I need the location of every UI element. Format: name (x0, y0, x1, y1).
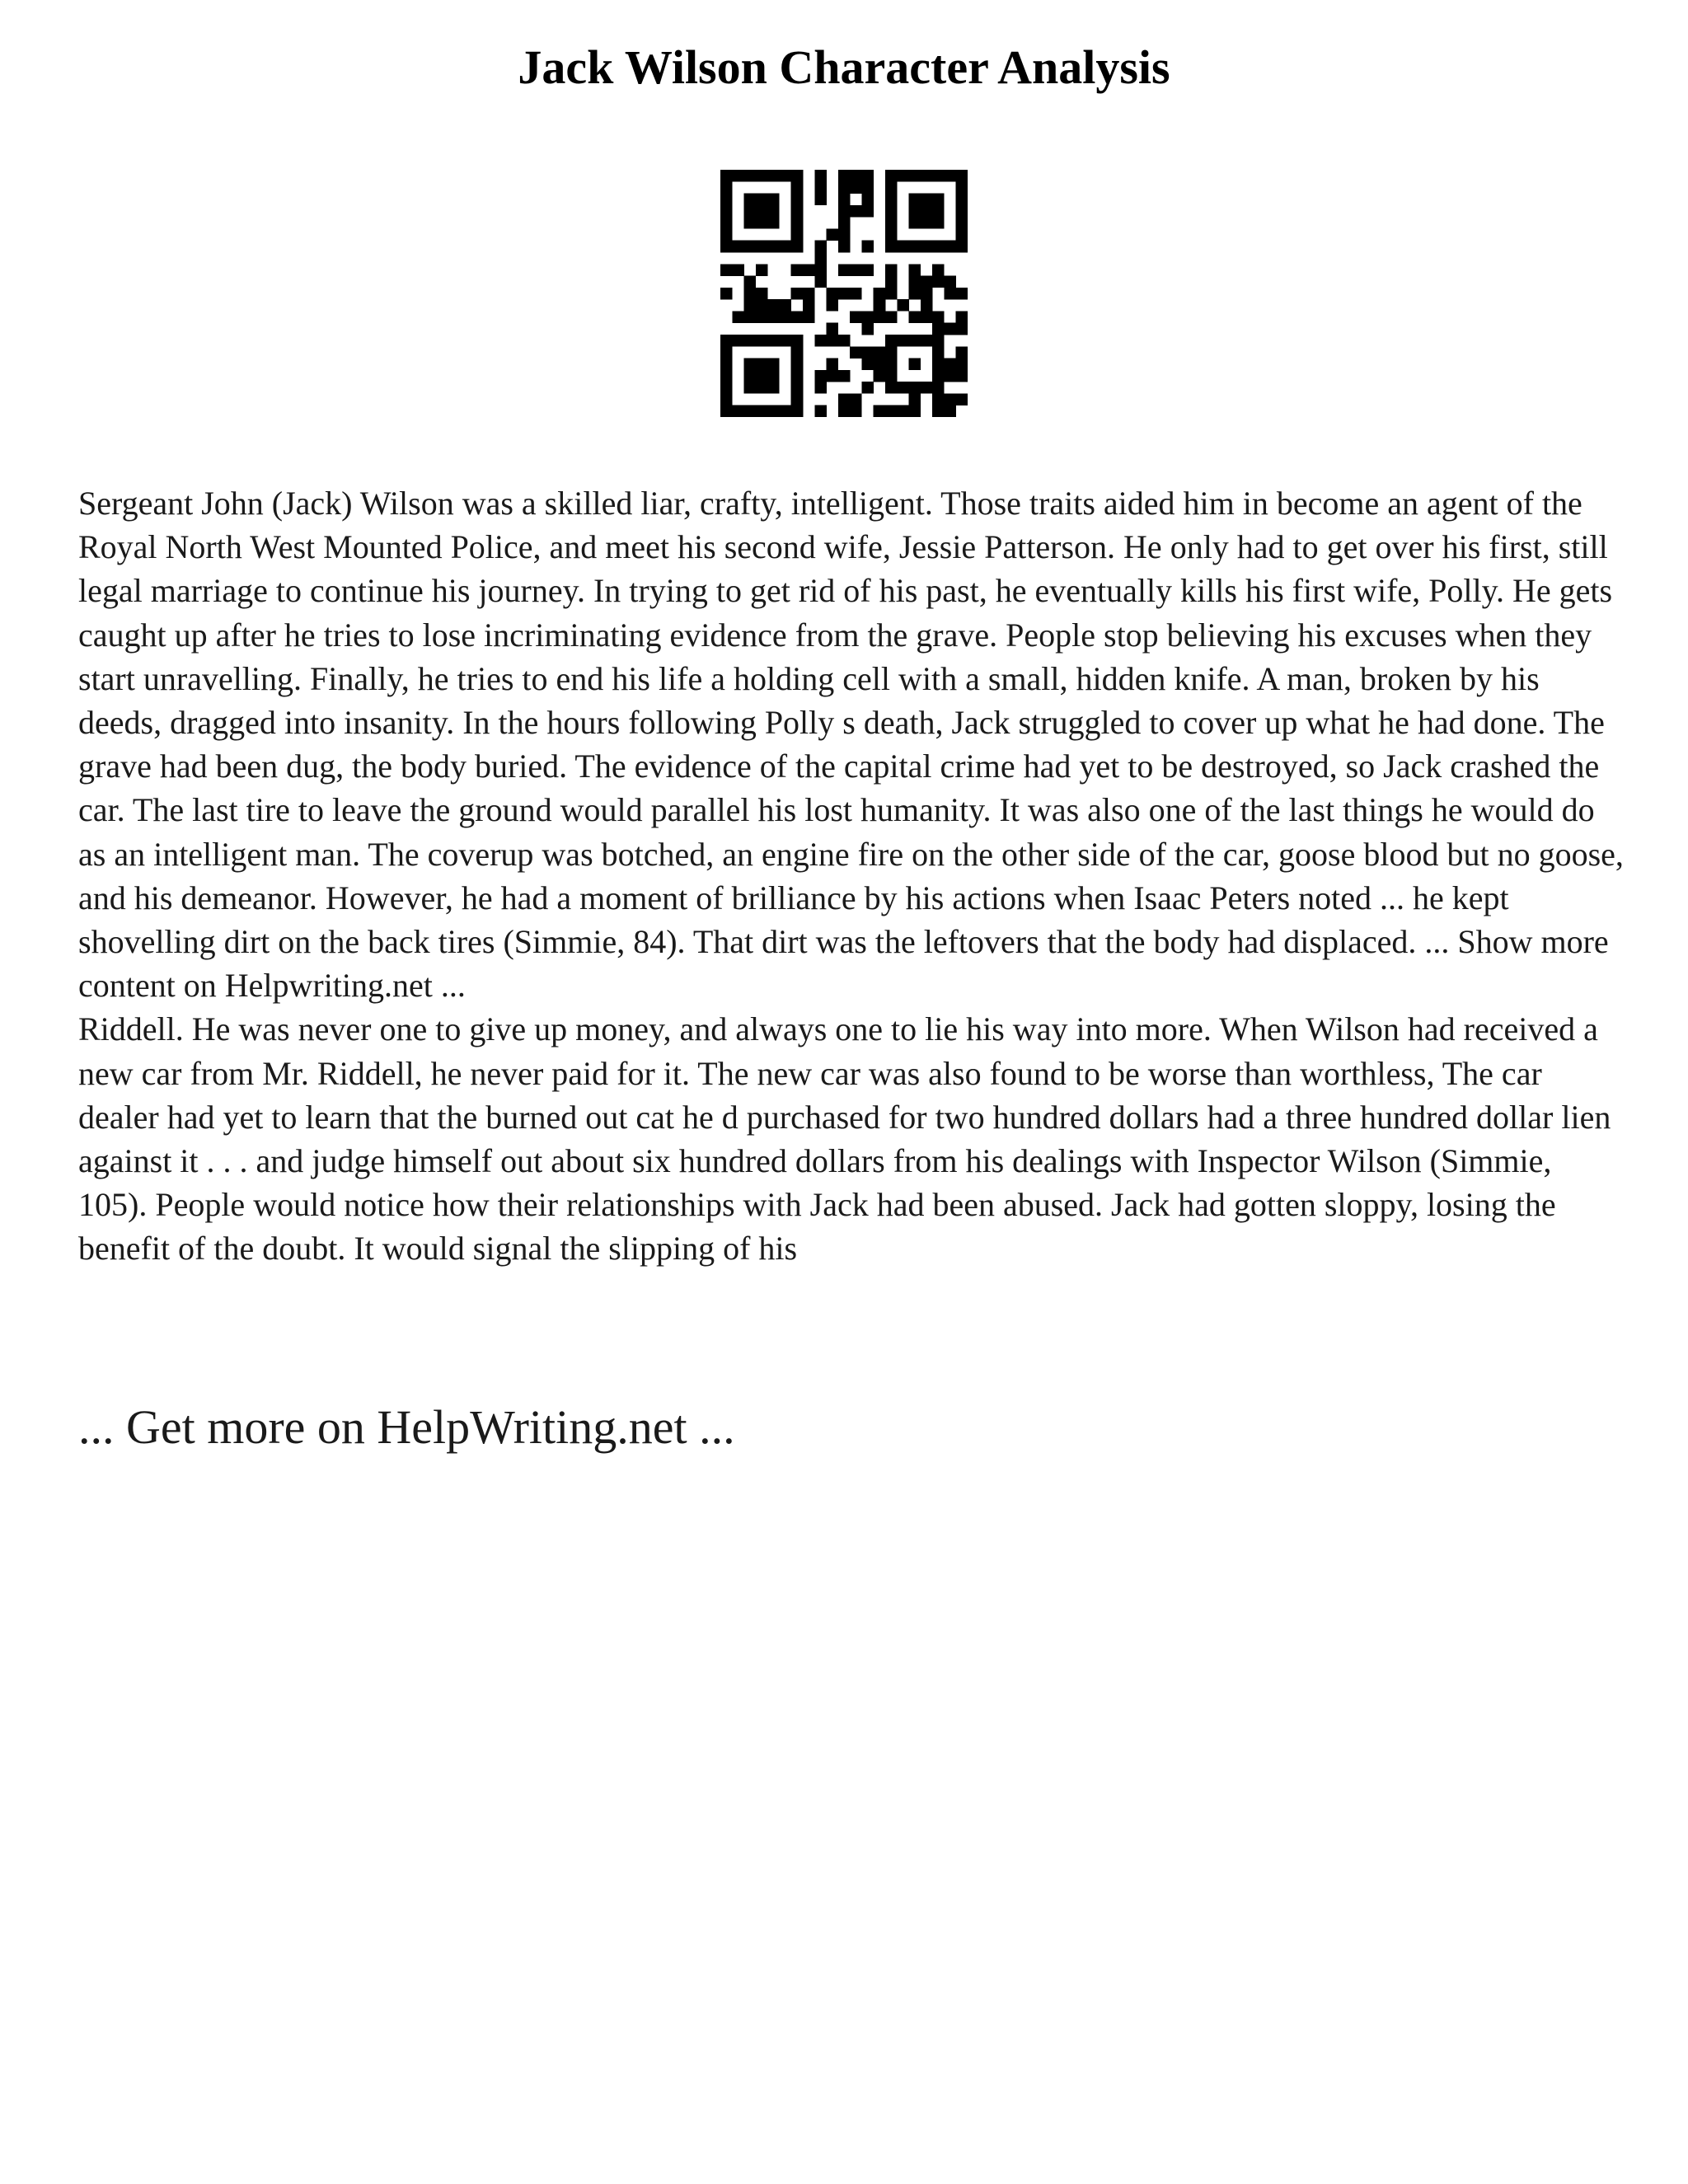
qr-module (838, 370, 851, 382)
qr-module (932, 205, 945, 218)
qr-module (944, 276, 956, 288)
qr-module (921, 382, 933, 394)
qr-module (838, 181, 851, 194)
qr-module (791, 311, 804, 323)
qr-module (814, 382, 827, 394)
qr-module (921, 311, 933, 323)
qr-module (885, 194, 898, 206)
qr-module (767, 335, 780, 347)
qr-module (720, 205, 733, 218)
qr-module (909, 205, 921, 218)
qr-module (744, 288, 757, 300)
qr-module (909, 382, 921, 394)
qr-module (885, 205, 898, 218)
qr-module (885, 276, 898, 288)
qr-module (944, 288, 956, 300)
qr-module (885, 359, 898, 371)
qr-module (838, 205, 851, 218)
qr-module (756, 194, 768, 206)
qr-module (956, 194, 968, 206)
qr-module (909, 194, 921, 206)
qr-module (791, 335, 804, 347)
qr-module (909, 288, 921, 300)
qr-module (838, 393, 851, 405)
qr-module (732, 405, 744, 417)
qr-module (720, 359, 733, 371)
qr-module (861, 205, 874, 218)
qr-module (932, 241, 945, 253)
qr-module (791, 359, 804, 371)
qr-module (944, 393, 956, 405)
qr-module (791, 194, 804, 206)
qr-module (874, 346, 886, 359)
qr-module (732, 335, 744, 347)
qr-module (791, 382, 804, 394)
qr-module (827, 359, 839, 371)
qr-module (921, 170, 933, 182)
qr-module (956, 241, 968, 253)
qr-module (885, 346, 898, 359)
qr-module (885, 228, 898, 241)
qr-module (756, 205, 768, 218)
qr-module (814, 370, 827, 382)
qr-module (850, 346, 862, 359)
qr-module (767, 405, 780, 417)
qr-module (897, 405, 909, 417)
qr-module (756, 405, 768, 417)
qr-module (956, 311, 968, 323)
qr-module (885, 241, 898, 253)
qr-module (791, 217, 804, 229)
qr-module (874, 359, 886, 371)
qr-module (932, 276, 945, 288)
qr-module (767, 382, 780, 394)
qr-module (850, 405, 862, 417)
qr-module (791, 370, 804, 382)
qr-module (909, 264, 921, 276)
qr-module (791, 228, 804, 241)
qr-module (921, 194, 933, 206)
qr-module (779, 241, 791, 253)
qr-module (732, 264, 744, 276)
qr-module (944, 170, 956, 182)
qr-module (791, 393, 804, 405)
qr-module (861, 241, 874, 253)
qr-module (861, 264, 874, 276)
qr-module (861, 170, 874, 182)
qr-module (838, 228, 851, 241)
qr-module (767, 311, 780, 323)
qr-module (756, 288, 768, 300)
qr-module (814, 181, 827, 194)
qr-module (850, 264, 862, 276)
qr-module (803, 288, 815, 300)
qr-module (791, 241, 804, 253)
qr-module (720, 393, 733, 405)
qr-module (720, 288, 733, 300)
qr-module (861, 382, 874, 394)
qr-module (838, 405, 851, 417)
qr-module (932, 264, 945, 276)
qr-module (791, 264, 804, 276)
qr-module (827, 323, 839, 335)
qr-module (850, 288, 862, 300)
qr-module (885, 288, 898, 300)
qr-module (932, 335, 945, 347)
qr-module (791, 288, 804, 300)
qr-module (956, 323, 968, 335)
article-body (78, 481, 1628, 1271)
qr-module (803, 264, 815, 276)
qr-module (956, 393, 968, 405)
qr-module (885, 335, 898, 347)
qr-module (744, 205, 757, 218)
qr-module (885, 311, 898, 323)
qr-module (909, 311, 921, 323)
qr-module (932, 393, 945, 405)
qr-module (838, 288, 851, 300)
qr-module (744, 405, 757, 417)
paragraph-2: Riddell. He was never one to give up money, and always one to lie his way into more. When Wilson had received a new car from Mr. Riddell, he never paid for it. The new car was also found to be worse than worthless, The car dealer had yet to learn that the burned out cat he d purchased for two hundred dollars had a three hundred dollar lien against it . . . and judge himself out about six hundred dollars from his dealings with Inspector Wilson (Simmie, 105). People would notice how their relationships with Jack had been abused. Jack had gotten sloppy, losing the benefit of the doubt. It would signal the slipping of his (78, 1010, 1611, 1268)
qr-module (944, 405, 956, 417)
qr-module (921, 335, 933, 347)
qr-module (932, 370, 945, 382)
qr-module (791, 405, 804, 417)
qr-module (850, 311, 862, 323)
qr-module (956, 181, 968, 194)
qr-module (744, 359, 757, 371)
qr-module (932, 382, 945, 394)
qr-module (921, 241, 933, 253)
qr-module (767, 370, 780, 382)
qr-module (791, 346, 804, 359)
qr-module (885, 405, 898, 417)
qr-module (909, 405, 921, 417)
qr-module (861, 359, 874, 371)
qr-module (838, 170, 851, 182)
qr-module (744, 276, 757, 288)
qr-module (885, 264, 898, 276)
qr-module (767, 194, 780, 206)
qr-module (756, 217, 768, 229)
qr-module (838, 241, 851, 253)
qr-module (909, 359, 921, 371)
qr-module (932, 359, 945, 371)
qr-module (803, 311, 815, 323)
qr-module (720, 170, 733, 182)
qr-module (921, 299, 933, 312)
qr-module (897, 241, 909, 253)
qr-module (791, 170, 804, 182)
qr-module (921, 276, 933, 288)
qr-module (921, 217, 933, 229)
qr-module (767, 170, 780, 182)
qr-module (932, 405, 945, 417)
qr-module (944, 370, 956, 382)
qr-module (861, 181, 874, 194)
qr-module (956, 288, 968, 300)
get-more-link[interactable]: ... Get more on HelpWriting.net ... (78, 1400, 735, 1454)
qr-module (756, 170, 768, 182)
qr-module (885, 181, 898, 194)
qr-module (732, 170, 744, 182)
qr-module (744, 194, 757, 206)
qr-module (720, 382, 733, 394)
qr-module (897, 335, 909, 347)
qr-module (720, 405, 733, 417)
qr-module (827, 370, 839, 382)
qr-module (956, 370, 968, 382)
qr-module (921, 288, 933, 300)
qr-module (814, 276, 827, 288)
qr-module (827, 288, 839, 300)
qr-module (720, 228, 733, 241)
qr-module (814, 241, 827, 253)
qr-module (909, 335, 921, 347)
qr-module (720, 217, 733, 229)
qr-module (838, 217, 851, 229)
qr-module (767, 217, 780, 229)
qr-module (732, 241, 744, 253)
qr-module (956, 170, 968, 182)
qr-module (779, 405, 791, 417)
qr-module (850, 205, 862, 218)
qr-module (791, 205, 804, 218)
qr-code-graphic (720, 170, 968, 417)
qr-module (756, 370, 768, 382)
qr-module (850, 181, 862, 194)
qr-module (744, 370, 757, 382)
qr-module (956, 205, 968, 218)
qr-module (732, 311, 744, 323)
qr-module (874, 288, 886, 300)
qr-module (827, 335, 839, 347)
qr-module (756, 299, 768, 312)
qr-module (944, 359, 956, 371)
qr-module (767, 359, 780, 371)
qr-module (744, 382, 757, 394)
qr-module (827, 228, 839, 241)
qr-module (944, 241, 956, 253)
qr-module (932, 194, 945, 206)
qr-module (814, 264, 827, 276)
qr-module (827, 299, 839, 312)
qr-module (897, 299, 909, 312)
qr-module (932, 170, 945, 182)
qr-module (814, 335, 827, 347)
qr-module (744, 311, 757, 323)
qr-module (720, 346, 733, 359)
qr-module (814, 194, 827, 206)
qr-module (850, 393, 862, 405)
qr-module (909, 170, 921, 182)
qr-module (885, 370, 898, 382)
qr-module (744, 335, 757, 347)
qr-module (779, 311, 791, 323)
qr-module (909, 276, 921, 288)
qr-module (909, 217, 921, 229)
qr-module (956, 217, 968, 229)
qr-module (744, 299, 757, 312)
qr-module (874, 311, 886, 323)
qr-module (861, 194, 874, 206)
qr-module (850, 170, 862, 182)
qr-module (932, 311, 945, 323)
qr-module (874, 370, 886, 382)
qr-module (897, 170, 909, 182)
qr-module (767, 299, 780, 312)
qr-module (756, 382, 768, 394)
qr-module (909, 393, 921, 405)
qr-module (956, 228, 968, 241)
paragraph-1: Sergeant John (Jack) Wilson was a skilled liar, crafty, intelligent. Those traits aided him in become an agent of the Royal North West Mounted Police, and meet his second wife, Jessie Patterson. He only had to get over his first, still legal marriage to continue his journey. In trying to get rid of his past, he eventually kills his first wife, Polly. He gets caught up after he tries to lose incriminating evidence from the grave. People stop believing his excuses when they start unravelling. Finally, he tries to end his life a holding cell with a small, hidden knife. A man, broken by his deeds, dragged into insanity. In the hours following Polly s death, Jack struggled to cover up what he had done. The grave had been dug, the body buried. The evidence of the capital crime had yet to be destroyed, so Jack crashed the car. The last tire to leave the ground would parallel his lost humanity. It was also one of the last things he would do as an intelligent man. The coverup was botched, an engine fire on the other side of the car, goose blood but no goose, and his demeanor. However, he had a moment of brilliance by his actions when Isaac Peters noted ... he kept shovelling dirt on the back tires (Simmie, 84). That dirt was the leftovers that the body had displaced. ... Show more content on Helpwriting.net ... (78, 485, 1624, 1005)
qr-module (756, 359, 768, 371)
qr-module (803, 299, 815, 312)
qr-module (874, 299, 886, 312)
qr-module (756, 241, 768, 253)
qr-module (720, 335, 733, 347)
qr-module (932, 323, 945, 335)
qr-module (779, 335, 791, 347)
qr-module (838, 335, 851, 347)
qr-module (720, 264, 733, 276)
qr-module (874, 405, 886, 417)
qr-module (720, 241, 733, 253)
qr-module (814, 405, 827, 417)
qr-module (885, 217, 898, 229)
qr-module (921, 205, 933, 218)
qr-module (838, 264, 851, 276)
qr-module (897, 382, 909, 394)
qr-module (814, 170, 827, 182)
qr-module (944, 323, 956, 335)
qr-module (814, 252, 827, 265)
qr-module (909, 241, 921, 253)
qr-module (744, 241, 757, 253)
qr-module (956, 346, 968, 359)
qr-module (744, 170, 757, 182)
qr-module (720, 181, 733, 194)
qr-module (720, 370, 733, 382)
qr-module (791, 181, 804, 194)
qr-module (861, 311, 874, 323)
qr-module (744, 217, 757, 229)
qr-module (885, 170, 898, 182)
qr-module (779, 299, 791, 312)
qr-module (861, 346, 874, 359)
qr-module (756, 311, 768, 323)
qr-module (885, 382, 898, 394)
qr-code-image (720, 170, 968, 417)
qr-module (861, 323, 874, 335)
page-title: Jack Wilson Character Analysis (518, 40, 1170, 94)
qr-module (932, 217, 945, 229)
qr-module (932, 346, 945, 359)
qr-module (767, 241, 780, 253)
qr-module (756, 335, 768, 347)
qr-module (756, 264, 768, 276)
qr-module (767, 205, 780, 218)
qr-module (779, 170, 791, 182)
qr-module (838, 194, 851, 206)
qr-module (956, 359, 968, 371)
qr-module (720, 194, 733, 206)
